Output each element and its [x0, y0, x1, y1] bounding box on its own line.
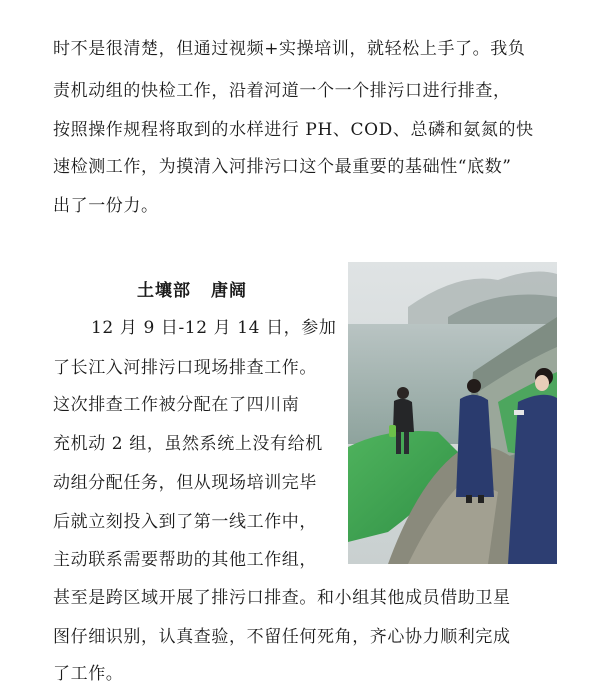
paragraph1-line-3: 按照操作规程将取到的水样进行 PH、COD、总磷和氨氮的快 — [53, 120, 534, 140]
paragraph2-line-1: 12 月 9 日-12 月 14 日，参加 — [91, 318, 337, 338]
paragraph2-line-2: 了长江入河排污口现场排查工作。 — [53, 358, 317, 378]
paragraph1-line-1: 时不是很清楚，但通过视频+实操培训，就轻松上手了。我负 — [53, 39, 526, 59]
paragraph1-line-5: 出了一份力。 — [53, 196, 159, 216]
paragraph2-line-4: 充机动 2 组，虽然系统上没有给机 — [53, 434, 323, 454]
paragraph1-line-2: 责机动组的快检工作，沿着河道一个一个排污口进行排查， — [53, 81, 511, 101]
paragraph2-line-6: 后就立刻投入到了第一线工作中， — [53, 512, 317, 532]
author-name: 唐阔 — [211, 281, 247, 301]
paragraph2-line-7: 主动联系需要帮助的其他工作组， — [53, 550, 317, 570]
department-label: 土壤部 — [137, 281, 191, 301]
paragraph2-line-8: 甚至是跨区域开展了排污口排查。和小组其他成员借助卫星 — [53, 588, 511, 608]
paragraph2-line-9: 图仔细识别，认真查验，不留任何死角，齐心协力顺利完成 — [53, 627, 511, 647]
riverbank-photo — [348, 262, 557, 564]
section-heading — [137, 276, 247, 301]
paragraph2-line-10: 了工作。 — [53, 664, 124, 684]
paragraph2-line-3: 这次排查工作被分配在了四川南 — [53, 395, 300, 415]
paragraph2-line-5: 动组分配任务，但从现场培训完毕 — [53, 473, 317, 493]
paragraph1-line-4: 速检测工作，为摸清入河排污口这个最重要的基础性“底数” — [53, 157, 512, 177]
